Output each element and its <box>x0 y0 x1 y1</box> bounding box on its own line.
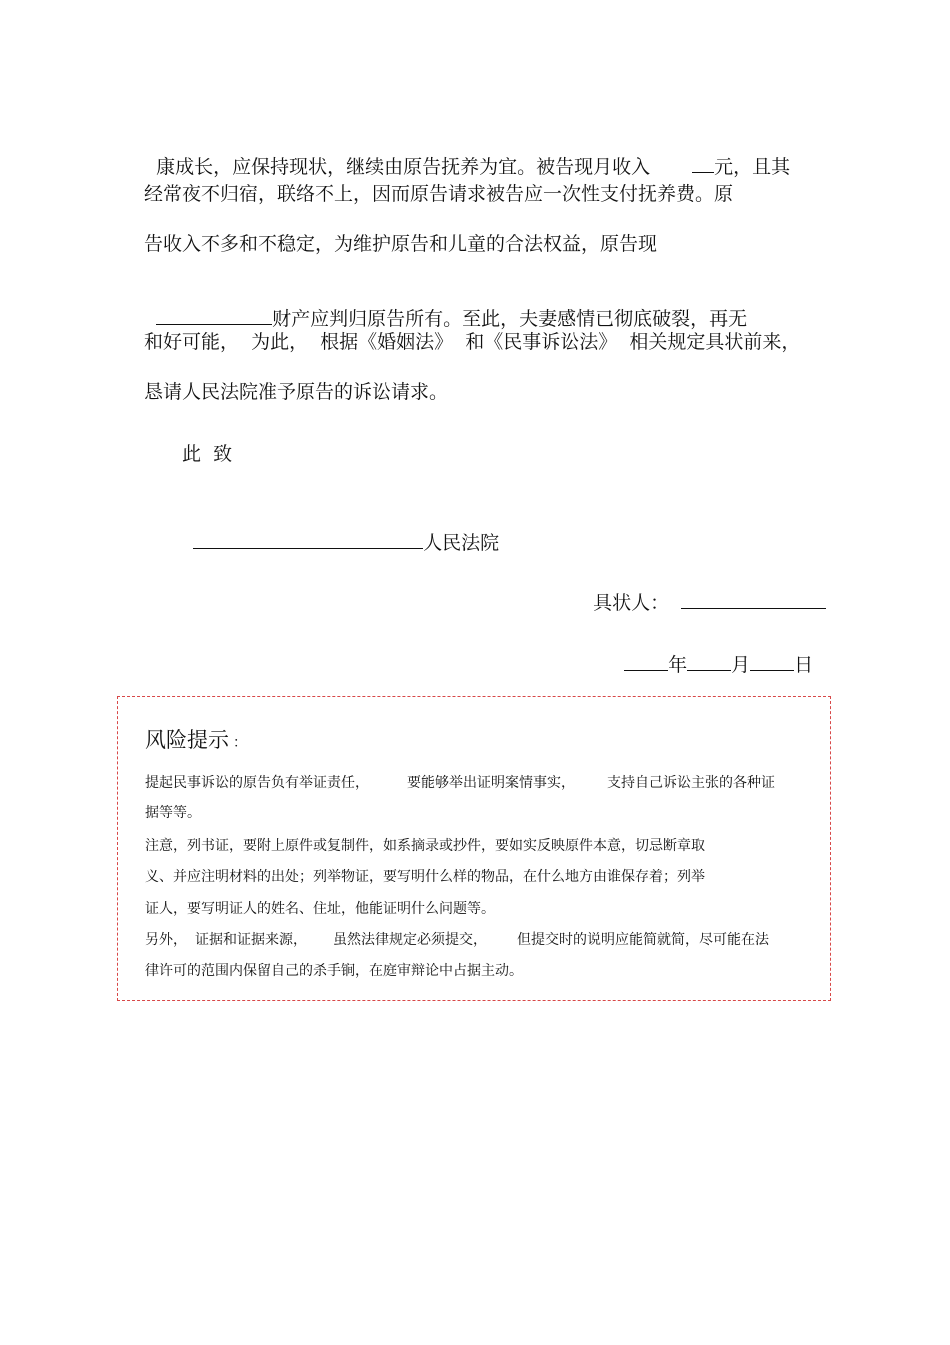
risk-p3-seg-c: 虽然法律规定必须提交， <box>333 932 487 948</box>
salutation: 此 致 <box>182 443 233 465</box>
day-label: 日 <box>794 654 814 676</box>
risk-p1-seg-a: 提起民事诉讼的原告负有举证责任， <box>145 775 369 791</box>
signer-label: 具状人： <box>593 592 670 614</box>
body-line-6: 恳请人民法院准予原告的诉讼请求。 <box>144 381 449 403</box>
risk-p1-line-2: 据等等。 <box>145 805 201 821</box>
court-name-blank <box>193 530 423 549</box>
year-label: 年 <box>668 654 688 676</box>
month-blank <box>687 652 731 671</box>
body-line-1 <box>144 130 790 179</box>
risk-p1-line-1 <box>145 774 775 792</box>
risk-p3-seg-a: 另外， <box>145 932 187 948</box>
risk-title <box>145 727 247 756</box>
risk-p1-seg-c: 支持自己诉讼主张的各种证 <box>607 775 775 791</box>
risk-title-colon: ： <box>233 735 247 751</box>
risk-p3-line-2: 律许可的范围内保留自己的杀手锏，在庭审辩论中占据主动。 <box>145 963 523 979</box>
body-line-1-end: 元，且其 <box>714 156 791 178</box>
year-blank <box>624 652 668 671</box>
risk-p3-seg-b: 证据和证据来源， <box>195 932 307 948</box>
body-line-4 <box>144 282 747 331</box>
risk-p3-line-1 <box>145 931 769 949</box>
day-blank <box>750 652 794 671</box>
risk-p2-line-2: 义、并应注明材料的出处；列举物证，要写明什么样的物品，在什么地方由谁保存着；列举 <box>145 869 705 885</box>
risk-p2-line-1: 注意，列书证，要附上原件或复制件，如系摘录或抄件，要如实反映原件本意，切忌断章取 <box>145 838 705 854</box>
body-line-2: 经常夜不归宿，联络不上，因而原告请求被告应一次性支付抚养费。原 <box>144 183 734 205</box>
property-blank <box>156 306 272 325</box>
month-label: 月 <box>731 654 751 676</box>
body-line-3: 告收入不多和不稳定，为维护原告和儿童的合法权益，原告现 <box>144 233 658 255</box>
risk-p3-seg-d: 但提交时的说明应能简就简，尽可能在法 <box>517 932 769 948</box>
court-line <box>181 506 499 555</box>
risk-p1-seg-b: 要能够举出证明案情事实， <box>407 775 575 791</box>
body-line-4-text: 财产应判归原告所有。至此，夫妻感情已彻底破裂，再无 <box>272 308 748 330</box>
body-line-5: 和好可能， 为此， 根据《婚姻法》 和《民事诉讼法》 相关规定具状前来， <box>144 331 801 353</box>
court-suffix: 人民法院 <box>423 532 500 554</box>
signer-line <box>581 566 826 615</box>
risk-p2-line-3: 证人，要写明证人的姓名、住址，他能证明什么问题等。 <box>145 901 495 917</box>
risk-title-text: 风险提示 <box>145 728 229 752</box>
body-line-1-text: 康成长，应保持现状，继续由原告抚养为宜。被告现月收入 <box>156 156 651 178</box>
risk-notice-box <box>117 696 831 1001</box>
income-blank <box>692 154 714 173</box>
date-line <box>612 628 813 677</box>
signer-blank <box>681 590 826 609</box>
